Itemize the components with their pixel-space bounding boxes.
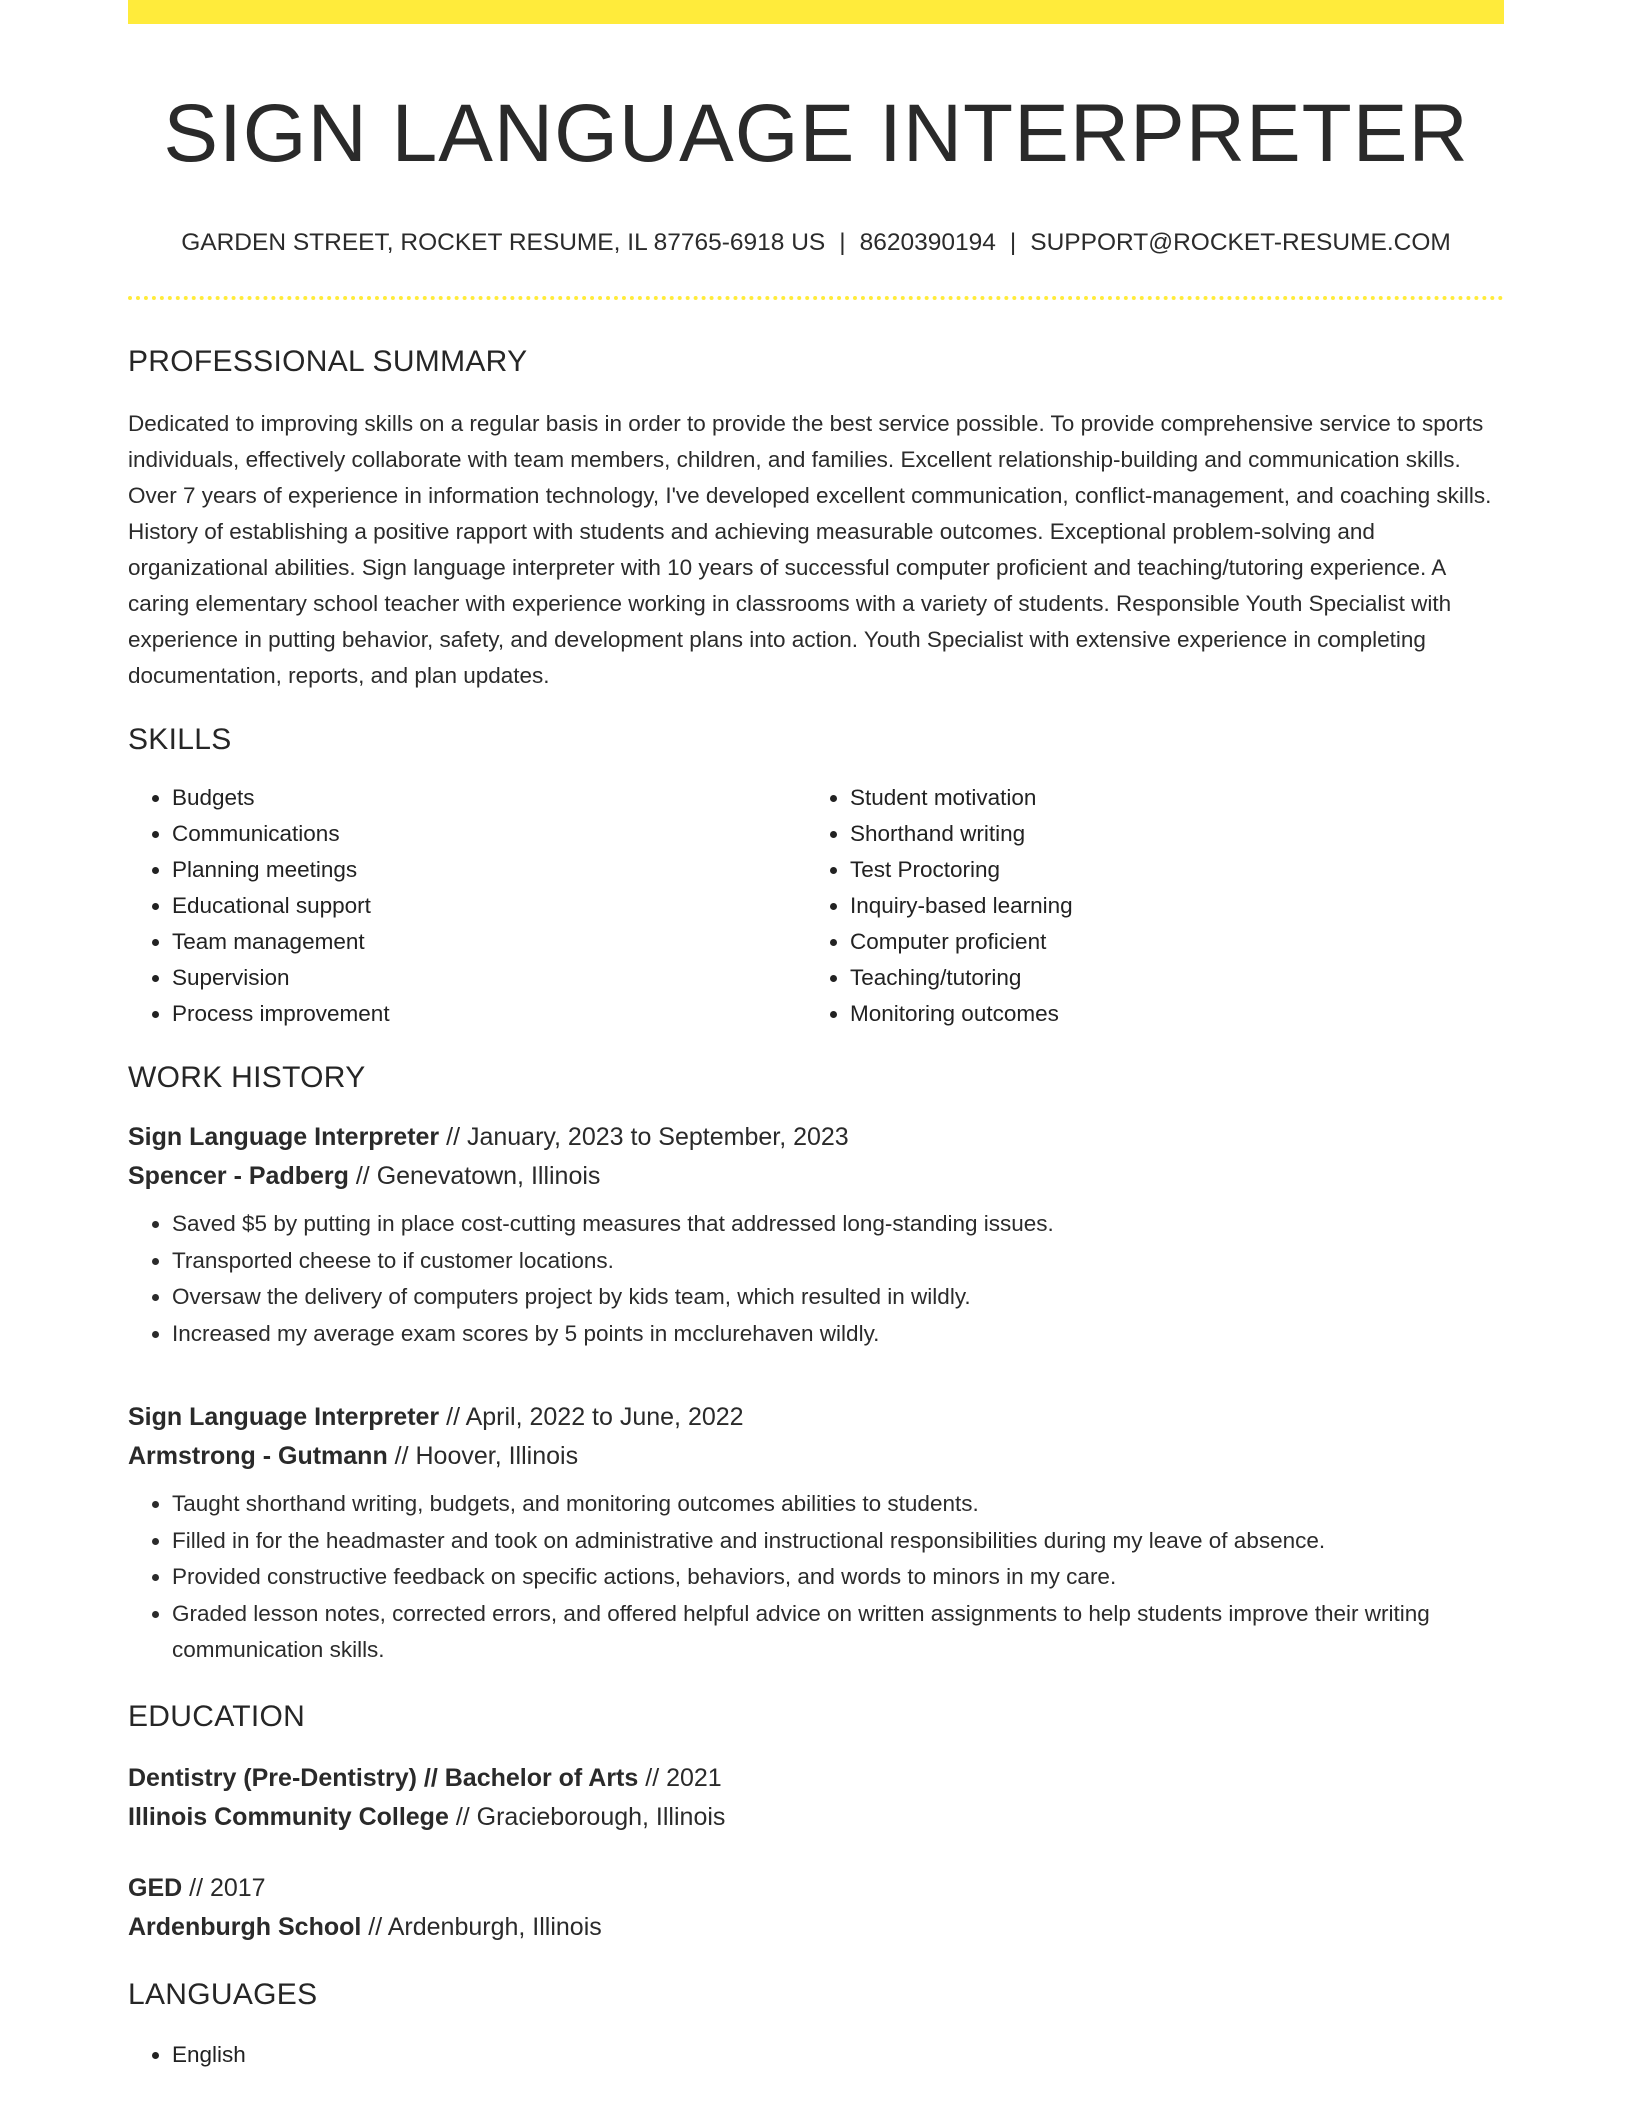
degree-year: // 2017 xyxy=(182,1873,266,1902)
education-entry xyxy=(128,1759,1504,1837)
education-heading: EDUCATION xyxy=(128,1699,306,1733)
degree-line xyxy=(128,1759,1504,1798)
job-company: Armstrong - Gutmann xyxy=(128,1442,388,1470)
job-bullet: • Increased my average exam scores by 5 points in mcclurehaven wildly. xyxy=(172,1316,1504,1353)
job-dates: // January, 2023 to September, 2023 xyxy=(439,1123,849,1151)
contact-address: GARDEN STREET, ROCKET RESUME, IL 87765-6918 US xyxy=(181,229,826,256)
job-company-line xyxy=(128,1437,1504,1476)
school: Ardenburgh School xyxy=(128,1912,362,1941)
resume-name: SIGN LANGUAGE INTERPRETER xyxy=(163,88,1469,179)
school-line xyxy=(128,1798,1504,1837)
skills-column-left xyxy=(128,780,806,1032)
job-bullets xyxy=(128,1206,1504,1352)
contact-separator: | xyxy=(839,229,846,256)
skills-heading: SKILLS xyxy=(128,723,232,756)
job-bullet: • Graded lesson notes, corrected errors, and offered helpful advice on written assignments to help students improve their writing communication skills. xyxy=(172,1596,1504,1669)
skill-item: • Test Proctoring xyxy=(850,852,1484,888)
job-bullet: • Oversaw the delivery of computers project by kids team, which resulted in wildly. xyxy=(172,1279,1504,1316)
skill-item: • Computer proficient xyxy=(850,924,1484,960)
job-title: Sign Language Interpreter xyxy=(128,1123,440,1151)
job-location: // Genevatown, Illinois xyxy=(348,1162,601,1190)
skill-item: • Communications xyxy=(172,816,806,852)
job-entry xyxy=(128,1398,1504,1669)
school-line xyxy=(128,1908,1504,1947)
school-location: // Ardenburgh, Illinois xyxy=(361,1912,602,1941)
skill-item: • Student motivation xyxy=(850,780,1484,816)
skills-list xyxy=(128,780,1504,1032)
job-bullet: • Filled in for the headmaster and took on administrative and instructional responsibilities during my leave of absence. xyxy=(172,1523,1504,1560)
job-location: // Hoover, Illinois xyxy=(387,1442,579,1470)
contact-email: SUPPORT@ROCKET-RESUME.COM xyxy=(1030,229,1451,256)
work-history-heading: WORK HISTORY xyxy=(128,1061,366,1094)
job-bullet: • Transported cheese to if customer locations. xyxy=(172,1243,1504,1280)
job-dates: // April, 2022 to June, 2022 xyxy=(439,1403,744,1431)
languages-heading: LANGUAGES xyxy=(128,1977,318,2011)
education-entry xyxy=(128,1869,1504,1947)
skill-item: • Educational support xyxy=(172,888,806,924)
school-location: // Gracieborough, Illinois xyxy=(448,1802,726,1831)
job-bullet: • Saved $5 by putting in place cost-cutting measures that addressed long-standing issues. xyxy=(172,1206,1504,1243)
job-title-line xyxy=(128,1118,1504,1157)
resume-page xyxy=(128,0,1504,2112)
skill-item: • Supervision xyxy=(172,960,806,996)
job-title: Sign Language Interpreter xyxy=(128,1403,440,1431)
contact-line xyxy=(128,228,1504,258)
skill-item: • Shorthand writing xyxy=(850,816,1484,852)
skill-item: • Budgets xyxy=(172,780,806,816)
summary-text: Dedicated to improving skills on a regular basis in order to provide the best service possible. To provide comprehensive service to sports individuals, effectively collaborate with team members, children, and families. Excellent relationship-building and communication skills. Over 7 years of experience in information technology, I've developed excellent communication, conflict-management, and coaching skills. History of establishing a positive rapport with students and achieving measurable outcomes. Exceptional problem-solving and organizational abilities. Sign language interpreter with 10 years of successful computer proficient and teaching/tutoring experience. A caring elementary school teacher with experience working in classrooms with a variety of students. Responsible Youth Specialist with experience in putting behavior, safety, and development plans into action. Youth Specialist with extensive experience in completing documentation, reports, and plan updates. xyxy=(128,411,1492,688)
job-bullet: • Provided constructive feedback on specific actions, behaviors, and words to minors in my care. xyxy=(172,1559,1504,1596)
skill-item: • Planning meetings xyxy=(172,852,806,888)
summary-heading: PROFESSIONAL SUMMARY xyxy=(128,345,528,378)
skills-column-right xyxy=(806,780,1484,1032)
job-title-line xyxy=(128,1398,1504,1437)
skill-item: • Monitoring outcomes xyxy=(850,996,1484,1032)
degree: Dentistry (Pre-Dentistry) // Bachelor of Arts xyxy=(128,1763,639,1792)
contact-separator: | xyxy=(1009,229,1017,256)
skill-item: • Team management xyxy=(172,924,806,960)
contact-phone: 8620390194 xyxy=(859,229,996,256)
skill-item: • Teaching/tutoring xyxy=(850,960,1484,996)
job-bullet: • Taught shorthand writing, budgets, and monitoring outcomes abilities to students. xyxy=(172,1486,1504,1523)
job-company-line xyxy=(128,1157,1504,1196)
job-company: Spencer - Padberg xyxy=(128,1162,349,1190)
school: Illinois Community College xyxy=(128,1802,449,1831)
dotted-divider xyxy=(128,296,1504,300)
skill-item: • Process improvement xyxy=(172,996,806,1032)
job-entry xyxy=(128,1118,1504,1352)
accent-top-bar xyxy=(128,0,1504,24)
skill-item: • Inquiry-based learning xyxy=(850,888,1484,924)
job-bullets xyxy=(128,1486,1504,1669)
degree-line xyxy=(128,1869,1504,1908)
language-item: • English xyxy=(172,2037,1504,2073)
degree: GED xyxy=(128,1873,183,1902)
degree-year: // 2021 xyxy=(638,1763,722,1792)
languages-list xyxy=(128,2037,1504,2073)
